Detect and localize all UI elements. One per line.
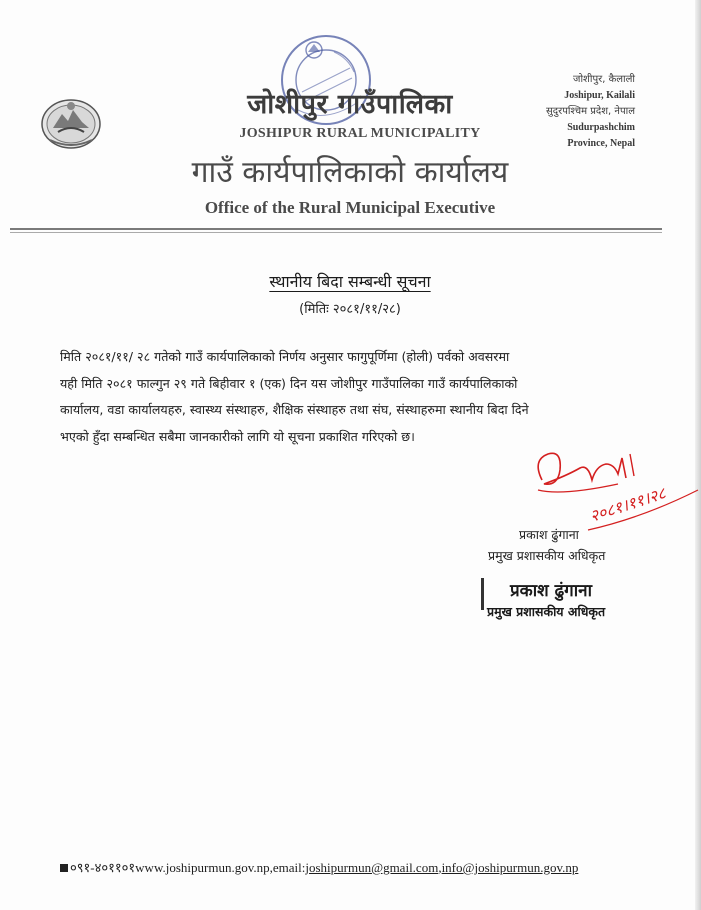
nepal-emblem-icon bbox=[40, 94, 102, 150]
notice-body-line: मिति २०८१/११/ २८ गतेको गाउँ कार्यपालिकाको निर्णय अनुसार फागुपूर्णिमा (होली) पर्वको अवसरमा bbox=[60, 349, 510, 364]
notice-body-line: कार्यालय, वडा कार्यालयहरु, स्वास्थ्य संस्थाहरु, शैक्षिक संस्थाहरु तथा संघ, संस्थाहरुमा स्थानीय बिदा दिने bbox=[60, 402, 529, 417]
footer-email-2[interactable]: info@joshipurmun.gov.np bbox=[441, 860, 579, 875]
stamp-bar bbox=[481, 578, 484, 610]
footer-email-1[interactable]: joshipurmun@gmail.com bbox=[305, 860, 439, 875]
handwritten-date: २०८१।११।२८ bbox=[587, 483, 669, 526]
notice-body bbox=[60, 344, 650, 450]
phone-icon bbox=[60, 864, 68, 872]
header-divider bbox=[10, 228, 662, 230]
header-divider-thin bbox=[10, 232, 662, 233]
address-line-2: Joshipur, Kailali bbox=[564, 90, 635, 101]
office-name-en: Office of the Rural Municipal Executive bbox=[204, 198, 496, 217]
stamp-signer-designation: प्रमुख प्रशासकीय अधिकृत bbox=[487, 604, 606, 619]
footer-phone: ०९१-४०११०१ bbox=[70, 860, 136, 875]
footer-website[interactable]: www.joshipurmun.gov.np bbox=[135, 860, 270, 875]
address-line-5: Province, Nepal bbox=[567, 138, 635, 149]
notice-title-text: स्थानीय बिदा सम्बन्धी सूचना bbox=[269, 272, 431, 291]
address-line-3: सुदुरपश्चिम प्रदेश, नेपाल bbox=[546, 106, 635, 117]
municipality-name-np: जोशीपुर गाउँपालिका bbox=[247, 89, 453, 120]
address-line-4: Sudurpashchim bbox=[567, 122, 635, 133]
address-block bbox=[485, 72, 635, 152]
notice-body-line: यही मिति २०८१ फाल्गुन २९ गते बिहीवार १ (एक) दिन यस जोशीपुर गाउँपालिका गाउँ कार्यपालिकाको bbox=[60, 375, 518, 391]
notice-date: (मितिः २०८१/११/२८) bbox=[299, 302, 401, 317]
handwritten-signature-icon bbox=[522, 440, 701, 540]
notice-title bbox=[150, 270, 550, 292]
office-name-np: गाउँ कार्यपालिकाको कार्यालय bbox=[191, 155, 509, 190]
signer-name: प्रकाश ढुंगाना bbox=[519, 527, 579, 542]
footer-contact: ०९१-४०११०१www.joshipurmun.gov.np,email:joshipurmun@gmail.com,info@joshipurmun.gov.np bbox=[60, 858, 578, 876]
stamp-signer-name: प्रकाश ढुंगाना bbox=[510, 581, 592, 601]
address-line-1: जोशीपुर, कैलाली bbox=[573, 74, 635, 85]
footer-email-label: email: bbox=[272, 860, 306, 875]
municipality-name-en: JOSHIPUR RURAL MUNICIPALITY bbox=[239, 126, 481, 141]
signer-designation: प्रमुख प्रशासकीय अधिकृत bbox=[488, 548, 606, 563]
notice-body-line: भएको हुँदा सम्बन्धित सबैमा जानकारीको लागि यो सूचना प्रकाशित गरिएको छ। bbox=[60, 428, 415, 444]
